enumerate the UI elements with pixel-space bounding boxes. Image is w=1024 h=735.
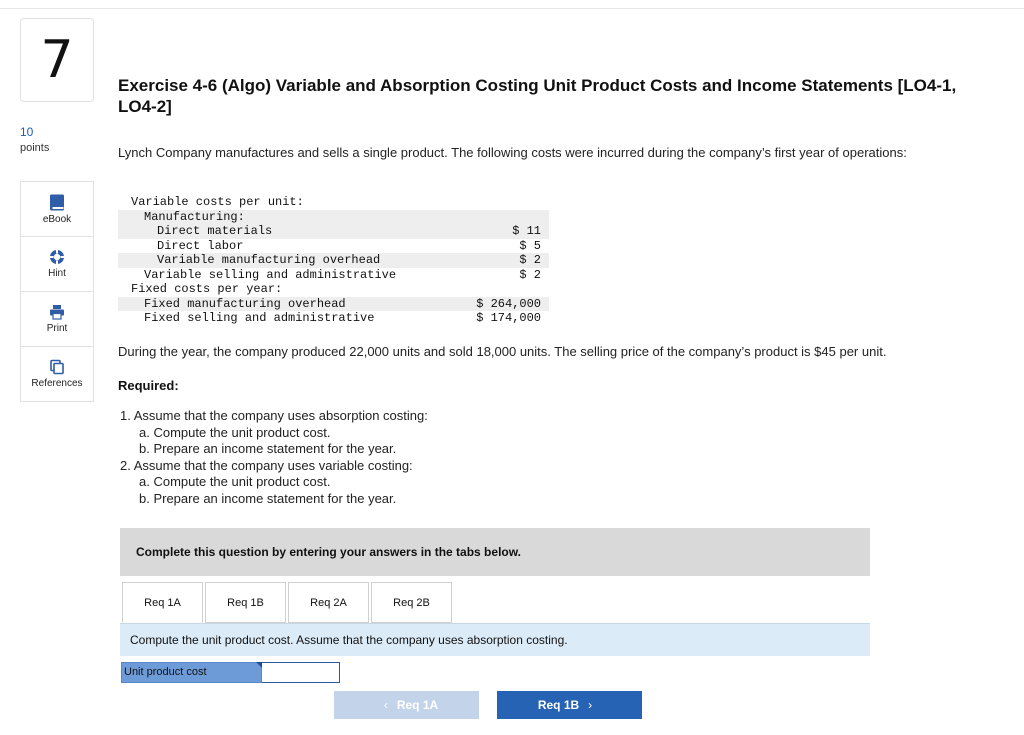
ebook-label: eBook: [42, 213, 72, 225]
table-row: [118, 297, 549, 312]
prev-button[interactable]: [334, 691, 479, 719]
required-subitem: b. Prepare an income statement for the year.: [139, 490, 397, 506]
tab-req-2b[interactable]: Req 2B: [371, 582, 452, 623]
variable-sga-value: $ 2: [519, 267, 541, 282]
direct-labor-label: Direct labor: [157, 238, 244, 253]
required-subitem: a. Compute the unit product cost.: [139, 424, 331, 440]
chevron-right-icon: ›: [588, 698, 593, 712]
cost-table: [118, 195, 549, 326]
print-button[interactable]: [21, 292, 93, 347]
fixed-costs-header: Fixed costs per year:: [131, 282, 283, 296]
fixed-sga-label: Fixed selling and administrative: [144, 311, 375, 325]
copy-icon: [49, 359, 65, 375]
required-item: 2. Assume that the company uses variable costing:: [120, 457, 413, 473]
references-button[interactable]: [21, 347, 93, 401]
print-label: Print: [46, 323, 68, 334]
tab-req-2a[interactable]: Req 2A: [288, 582, 369, 623]
hint-button[interactable]: [21, 237, 93, 292]
points-label: points: [20, 142, 50, 154]
table-row: [118, 253, 549, 268]
exercise-title: Exercise 4-6 (Algo) Variable and Absorption Costing Unit Product Costs and Income Statements [LO4-1, LO4-2]: [118, 76, 957, 116]
lifebuoy-icon: [49, 249, 65, 265]
printer-icon: [49, 304, 65, 320]
variable-costs-header: Variable costs per unit:: [131, 195, 304, 209]
direct-materials-label: Direct materials: [157, 224, 273, 238]
required-subitem: b. Prepare an income statement for the year.: [139, 441, 397, 456]
next-button[interactable]: [497, 691, 642, 719]
next-label: Req 1B: [537, 698, 580, 712]
question-number: 7: [20, 18, 94, 102]
book-icon: [49, 194, 65, 211]
tab-instruction: Compute the unit product cost. Assume that the company uses absorption costing.: [120, 624, 870, 656]
chevron-left-icon: ‹: [383, 698, 388, 712]
fixed-moh-label: Fixed manufacturing overhead: [144, 296, 346, 311]
fixed-sga-value: $ 174,000: [476, 311, 541, 325]
direct-labor-value: $ 5: [519, 238, 541, 253]
references-label: References: [31, 378, 83, 389]
corner-marker-icon: [256, 662, 262, 668]
answer-label-cell: [121, 662, 262, 683]
tab-req-1a[interactable]: Req 1A: [122, 582, 203, 623]
variable-sga-label: Variable selling and administrative: [144, 267, 397, 282]
requirement-tabs: [122, 582, 454, 623]
ebook-button[interactable]: [21, 182, 93, 237]
required-list: [120, 408, 428, 507]
instructions-banner: Complete this question by entering your answers in the tabs below.: [120, 528, 870, 576]
points-value: 10: [20, 125, 34, 139]
tools-panel: [20, 181, 94, 402]
required-subitem: a. Compute the unit product cost.: [139, 474, 331, 489]
hint-label: Hint: [48, 268, 66, 279]
answer-row: [121, 662, 340, 683]
required-item: 1. Assume that the company uses absorption costing:: [120, 408, 428, 423]
required-heading: Required:: [118, 378, 179, 393]
exercise-intro: Lynch Company manufactures and sells a single product. The following costs were incurred during the company’s first year of operations:: [118, 145, 907, 160]
manufacturing-header: Manufacturing:: [144, 209, 245, 224]
prev-label: Req 1A: [396, 698, 439, 712]
answer-label: Unit product cost: [124, 666, 207, 678]
table-row: [118, 239, 549, 254]
table-row: [118, 311, 549, 326]
table-row: [118, 268, 549, 283]
fixed-moh-value: $ 264,000: [476, 296, 541, 311]
unit-product-cost-input[interactable]: [262, 662, 340, 683]
tab-req-1b[interactable]: Req 1B: [205, 582, 286, 623]
variable-moh-label: Variable manufacturing overhead: [157, 253, 381, 267]
top-divider: [0, 8, 1024, 9]
variable-moh-value: $ 2: [519, 253, 541, 267]
table-row: [118, 224, 549, 239]
direct-materials-value: $ 11: [512, 224, 541, 238]
production-statement: During the year, the company produced 22,000 units and sold 18,000 units. The selling price of the company’s product is $45 per unit.: [118, 344, 887, 359]
